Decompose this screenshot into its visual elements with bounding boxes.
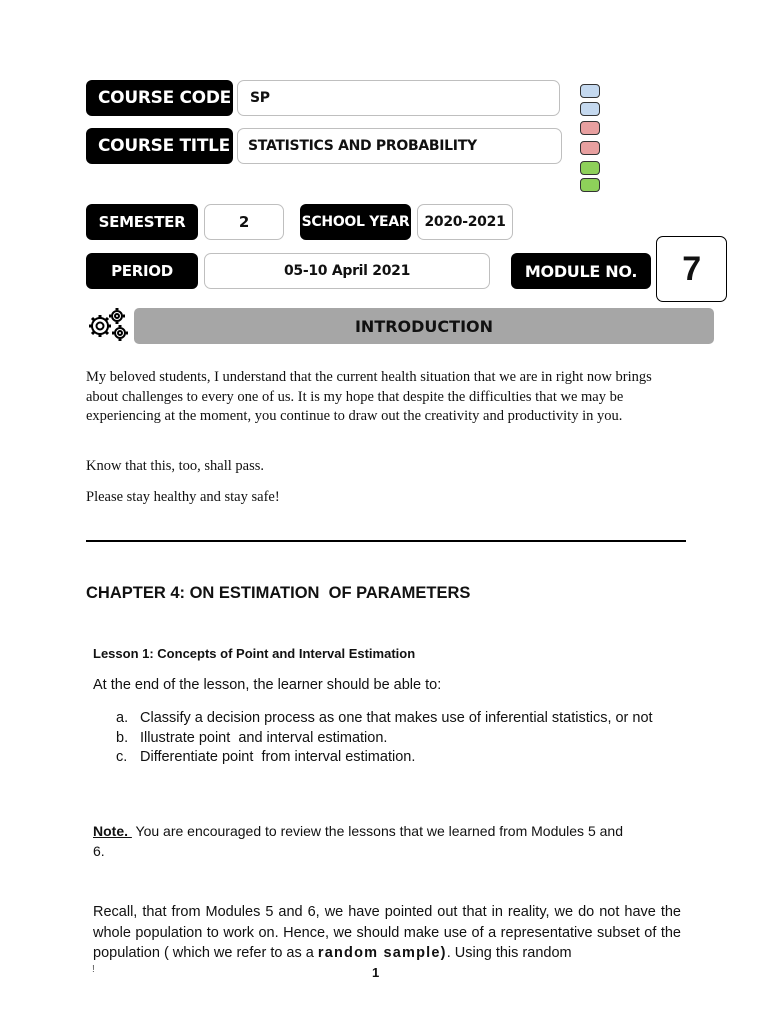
semester-label: SEMESTER [86,204,198,240]
recall-emphasis: random sample) [317,945,447,961]
introduction-heading: INTRODUCTION [354,316,494,336]
course-title-value: STATISTICS AND PROBABILITY [237,128,562,164]
list-item [116,729,676,749]
course-code-label: COURSE CODE [86,80,233,116]
intro-paragraph: My beloved students, I understand that the current health situation that we are in right now brings about challenges to every one of us. It is my hope that despite the difficulties that we may be experiencing at the moment, you continue to draw out the creativity and productivity in you. [86,369,652,424]
recall-paragraph [93,902,681,964]
list-marker: c. [116,749,128,765]
school-year-value: 2020-2021 [417,204,513,240]
footer-mark: ! [92,964,95,975]
list-item-text: Illustrate point and interval estimation. [140,729,388,746]
list-item [116,709,676,729]
note-text: You are encouraged to review the lessons that we learned from Modules 5 and 6. [93,823,623,859]
module-number: 7 [656,236,727,302]
objectives-list [116,709,676,768]
color-swatch [580,178,600,192]
lesson-title: Lesson 1: Concepts of Point and Interval Estimation [93,646,416,661]
list-marker: b. [116,729,129,746]
note-paragraph [93,821,633,861]
intro-paragraph: Please stay healthy and stay safe! [86,489,280,505]
color-swatch [580,121,600,135]
color-swatch [580,102,600,116]
list-marker: a. [116,710,129,726]
color-swatch [580,161,600,175]
section-divider [86,540,686,542]
list-item-text: Classify a decision process as one that makes use of inferential statistics, or not [140,710,653,726]
recall-text: Recall, that from Modules 5 and 6, we have pointed out that in reality, we do not have the whole population to work on. Hence, we should make use of a representative subset of the population ( which we refer to as a [93,904,681,961]
chapter-title: CHAPTER 4: ON ESTIMATION OF PARAMETERS [86,584,471,602]
list-item-text: Differentiate point from interval estimation. [140,749,416,765]
course-title-label: COURSE TITLE [86,128,233,164]
page-number: 1 [372,965,380,980]
list-item [116,748,676,768]
introduction-banner [134,308,714,344]
intro-paragraph: Know that this, too, shall pass. [86,458,265,474]
semester-value: 2 [204,204,284,240]
objectives-intro: At the end of the lesson, the learner should be able to: [93,677,442,693]
period-value: 05-10 April 2021 [204,253,490,289]
color-swatch [580,84,600,98]
course-code-value: SP [237,80,560,116]
recall-text-end: . Using this random [446,945,572,961]
school-year-label: SCHOOL YEAR [300,204,411,240]
gears-icon [86,306,132,342]
period-label: PERIOD [86,253,198,289]
module-label: MODULE NO. [511,253,651,289]
note-label: Note. [93,823,132,839]
color-swatch [580,141,600,155]
